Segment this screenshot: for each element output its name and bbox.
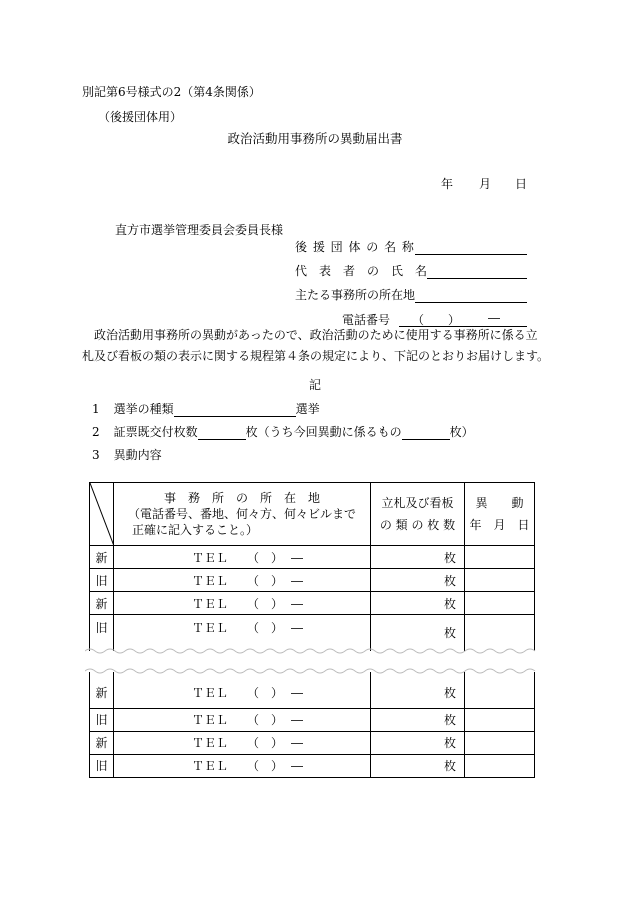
ki-heading: 記: [308, 378, 321, 392]
election-type-field[interactable]: [174, 404, 296, 417]
date-cell[interactable]: [465, 754, 535, 777]
row-mark: 旧: [90, 754, 114, 777]
tel-dash: ―: [291, 621, 303, 635]
tel-dash: ―: [291, 573, 303, 588]
header-diagonal-cell: [90, 483, 114, 546]
tel-label: ＴＥＬ: [191, 713, 228, 727]
date-cell[interactable]: [465, 708, 535, 731]
date-cell[interactable]: [465, 546, 535, 569]
table-row: [90, 569, 535, 592]
header-office-title: 事 務 所 の 所 在 地: [163, 491, 320, 505]
count-unit: 枚: [443, 686, 456, 701]
header-change-date: [465, 483, 535, 546]
item1-number: 1: [92, 402, 100, 416]
header-change-2: 年 月 日: [469, 518, 530, 532]
row-mark: 旧: [90, 708, 114, 731]
tel-label: ＴＥＬ: [191, 736, 228, 750]
count-cell[interactable]: [371, 672, 465, 708]
count-unit: 枚: [443, 626, 456, 641]
header-office-note-2: 正確に記入すること。）: [132, 523, 259, 537]
count-unit: 枚: [443, 573, 456, 588]
main-office-label: 主たる事務所の所在地: [295, 288, 416, 302]
org-name-field[interactable]: [415, 240, 527, 255]
tel-dash: ―: [291, 550, 303, 565]
notification-line-1: 政治活動用事務所の異動があったので、政治活動のために使用する事務所に係る立: [82, 328, 538, 342]
phone-label: 電話番号: [342, 313, 391, 327]
changed-count-field[interactable]: [402, 427, 450, 440]
tel-label: ＴＥＬ: [191, 621, 228, 635]
header-count-2: の 類 の 枚 数: [379, 518, 456, 532]
representative-field[interactable]: [427, 264, 527, 279]
tel-dash: ―: [291, 736, 303, 750]
count-unit: 枚: [443, 550, 456, 565]
table-row: [90, 592, 535, 615]
count-cell[interactable]: [371, 592, 465, 615]
tel-cell[interactable]: [114, 546, 371, 569]
row-mark: 旧: [90, 615, 114, 651]
form-reference: 別記第6号様式の2（第4条関係）: [82, 85, 261, 99]
tel-paren: （ ）: [246, 550, 283, 565]
header-office-address: [114, 483, 371, 546]
item2-label: 証票既交付枚数: [113, 425, 198, 439]
tel-label: ＴＥＬ: [191, 759, 228, 773]
date-cell[interactable]: [465, 731, 535, 754]
count-cell[interactable]: [371, 754, 465, 777]
table-row: [90, 546, 535, 569]
count-unit: 枚: [443, 713, 456, 727]
tel-dash: ―: [291, 686, 303, 701]
tel-cell[interactable]: [114, 754, 371, 777]
form-type: （後援団体用）: [98, 110, 183, 124]
tel-dash: ―: [291, 759, 303, 773]
main-office-field[interactable]: [415, 288, 527, 303]
item2-mid: 枚（うち今回異動に係るもの: [245, 425, 402, 439]
header-count-1: 立札及び看板: [381, 496, 454, 510]
date-year: 年: [441, 177, 454, 191]
tel-label: ＴＥＬ: [191, 686, 228, 701]
tel-cell[interactable]: [114, 731, 371, 754]
issued-count-field[interactable]: [198, 427, 246, 440]
item3-label: 異動内容: [113, 448, 162, 462]
item-election-type: [92, 400, 320, 417]
table-row: [90, 708, 535, 731]
table-row: [90, 754, 535, 777]
row-mark: 新: [90, 672, 114, 708]
notification-line-2: 札及び看板の類の表示に関する規程第４条の規定により、下記のとおりお届けします。: [82, 349, 550, 363]
item2-suffix: 枚）: [449, 425, 474, 439]
count-unit: 枚: [443, 596, 456, 611]
row-mark: 新: [90, 592, 114, 615]
tel-label: ＴＥＬ: [191, 573, 228, 588]
notification-text: [82, 325, 552, 367]
item-change-content: [92, 446, 162, 463]
tel-paren: （ ）: [246, 573, 283, 588]
tel-label: ＴＥＬ: [191, 596, 228, 611]
tel-paren: （ ）: [246, 759, 283, 773]
tel-paren: （ ）: [246, 596, 283, 611]
addressee: 直方市選挙管理委員会委員長様: [115, 223, 284, 237]
row-mark: 新: [90, 731, 114, 754]
tel-label: ＴＥＬ: [191, 550, 228, 565]
header-sign-count: [371, 483, 465, 546]
tel-dash: ―: [291, 596, 303, 611]
count-cell[interactable]: [371, 546, 465, 569]
tel-cell[interactable]: [114, 592, 371, 615]
tel-paren: （ ）: [246, 713, 283, 727]
representative-row: [295, 262, 527, 279]
org-name-row: [295, 238, 527, 255]
table-row: [90, 672, 535, 708]
phone-paren: （ ）: [412, 313, 461, 327]
count-cell[interactable]: [371, 731, 465, 754]
table-row: [90, 731, 535, 754]
tel-dash: ―: [291, 713, 303, 727]
phone-dash: ―: [488, 311, 500, 325]
tel-cell[interactable]: [114, 708, 371, 731]
item1-label: 選挙の種類: [113, 402, 174, 416]
tel-paren: （ ）: [246, 621, 283, 635]
tel-cell[interactable]: [114, 569, 371, 592]
count-cell[interactable]: [371, 569, 465, 592]
org-name-label: 後 援 団 体 の 名 称: [295, 240, 415, 254]
item1-suffix: 選挙: [295, 402, 320, 416]
row-mark: 新: [90, 546, 114, 569]
change-table-top: [89, 482, 535, 651]
item3-number: 3: [92, 448, 100, 462]
tel-paren: （ ）: [246, 686, 283, 701]
count-unit: 枚: [443, 736, 456, 750]
item-issued-count: [92, 423, 474, 440]
date-day: 日: [515, 177, 528, 191]
date-month: 月: [479, 177, 492, 191]
date-line: [441, 175, 527, 192]
change-table-bottom: [89, 672, 535, 778]
count-unit: 枚: [443, 759, 456, 773]
table-header-row: [90, 483, 535, 546]
tel-paren: （ ）: [246, 736, 283, 750]
date-cell[interactable]: [465, 592, 535, 615]
date-cell[interactable]: [465, 672, 535, 708]
diagonal-line: [90, 483, 114, 546]
count-cell[interactable]: [371, 708, 465, 731]
item2-number: 2: [92, 425, 100, 439]
page-title: 政治活動用事務所の異動届出書: [227, 131, 403, 146]
main-office-row: [295, 286, 527, 303]
representative-label: 代 表 者 の 氏 名: [295, 264, 428, 278]
header-change-1: 異 動: [475, 496, 524, 510]
date-cell[interactable]: [465, 569, 535, 592]
row-mark: 旧: [90, 569, 114, 592]
tel-cell[interactable]: [114, 672, 371, 708]
header-office-note-1: （電話番号、番地、何々方、何々ビルまで: [127, 507, 356, 521]
